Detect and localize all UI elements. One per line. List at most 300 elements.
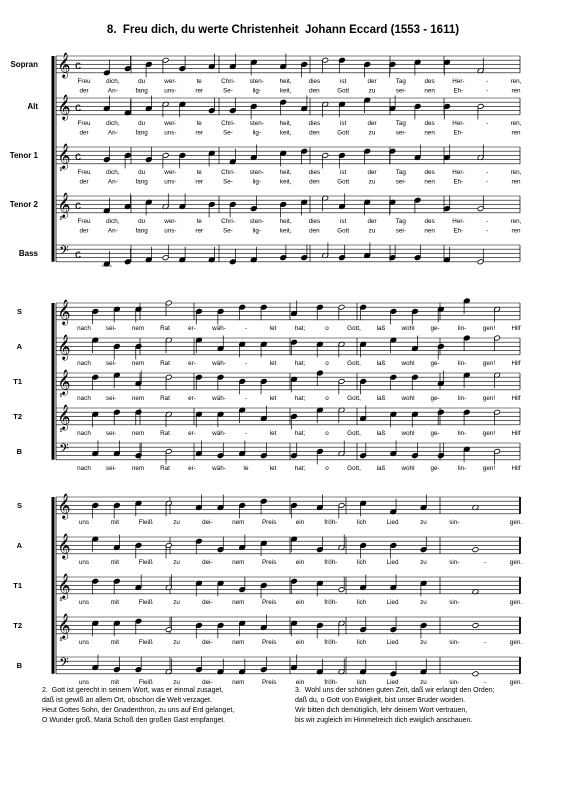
lyric-syllable: zu (173, 558, 180, 566)
lyric-syllable: lin- (457, 429, 467, 437)
voice-label: S (16, 307, 22, 316)
lyric-syllable: keit, (279, 227, 292, 235)
lyric-syllable: Preis (261, 598, 277, 606)
lyric-syllable: dei- (202, 558, 213, 566)
treble-clef-icon: 𝄞 (57, 143, 71, 168)
lyric-syllable: - (486, 87, 489, 95)
lyric-syllable: uns (78, 558, 90, 566)
lyric-syllable: mit (110, 678, 120, 686)
lyric-syllable: mit (110, 598, 120, 606)
lyric-syllable: mit (110, 638, 120, 646)
lyric-syllable: An- (107, 129, 118, 137)
lyric-syllable: heit, (279, 77, 292, 85)
lyric-syllable: uns (78, 598, 90, 606)
lyric-syllable: wäh- (212, 324, 226, 332)
lyric-syllable: zu (173, 518, 180, 526)
lyric-syllable: keit, (279, 129, 292, 137)
lyric-syllable: heit, (279, 217, 292, 225)
lyric-syllable: Eh- (453, 129, 464, 137)
lyric-syllable: let (269, 324, 277, 332)
lyric-syllable: let (269, 429, 277, 437)
treble-clef-icon: 𝄞 (57, 52, 71, 77)
lyric-syllable: Rat (160, 359, 170, 367)
lyric-syllable: zu (420, 638, 427, 646)
lyric-syllable: mit (110, 558, 120, 566)
treble-clef-icon: 𝄞 (57, 369, 71, 394)
lyric-syllable: der (367, 119, 377, 127)
lyric-syllable: uns- (164, 227, 177, 235)
lyric-syllable: mit (110, 518, 120, 526)
lyric-syllable: sin- (449, 558, 460, 566)
voice-label: A (16, 342, 22, 351)
lyric-syllable: der (79, 129, 89, 137)
note (472, 622, 479, 628)
lyric-syllable: des (424, 168, 435, 176)
lyric-syllable: gen! (482, 324, 496, 332)
lyric-syllable: Lied (386, 678, 399, 686)
lyric-syllable: Tag (395, 119, 406, 127)
lyric-syllable: o (325, 359, 329, 367)
lyric-syllable: wohl (401, 359, 415, 367)
hymn-number: 8. (106, 24, 117, 36)
octave-mark-icon: 8 (59, 637, 63, 643)
verse-2 (42, 686, 292, 726)
staff-3-1 (17, 493, 522, 526)
voice-label: T1 (13, 581, 22, 590)
lyric-syllable: o (325, 429, 329, 437)
lyric-syllable: Gott, (347, 464, 361, 472)
verse-2-line-2: daß ist gewiß an allem Ort, obschon die Welt verzaget. (42, 697, 212, 704)
lyric-syllable: Eh- (453, 87, 464, 95)
lyric-syllable: Hilf (511, 324, 521, 332)
octave-mark-icon: 8 (59, 428, 63, 434)
lyric-syllable: nem (232, 638, 245, 646)
lyric-syllable: - (486, 77, 489, 85)
lyric-syllable: Chri- (221, 217, 235, 225)
lyric-syllable: Tag (395, 217, 406, 225)
lyric-syllable: ein (295, 558, 305, 566)
lyric-syllable: der (367, 217, 377, 225)
lyric-syllable: rer (195, 87, 204, 95)
lyric-syllable: zu (173, 678, 180, 686)
octave-mark-icon: 8 (59, 216, 63, 222)
lyric-syllable: ein (295, 518, 305, 526)
voice-label: T1 (13, 377, 22, 386)
staff-1-2 (27, 94, 521, 136)
lyric-syllable: sei- (105, 324, 117, 332)
lyric-syllable: wohl (401, 324, 415, 332)
lyric-syllable: zu (420, 678, 427, 686)
staff-1-4 (10, 192, 522, 234)
voice-label: T2 (13, 621, 22, 630)
lyric-syllable: - (486, 168, 489, 176)
lyric-syllable: zu (173, 638, 180, 646)
lyric-syllable: fröh- (324, 598, 338, 606)
lyric-syllable: Her- (452, 119, 465, 127)
lyric-syllable: Her- (452, 168, 465, 176)
lyric-syllable: des (424, 217, 435, 225)
voice-label: Sopran (10, 60, 38, 69)
staff-2-1 (17, 298, 521, 332)
lyric-syllable: gen! (482, 359, 496, 367)
lyric-syllable: zu (420, 598, 427, 606)
lyric-syllable: zu (368, 178, 376, 186)
lyric-syllable: zu (420, 518, 427, 526)
lyric-syllable: dich, (106, 77, 120, 85)
common-time-icon: c (75, 198, 81, 212)
lyric-syllable: - (486, 178, 489, 186)
lyric-syllable: er- (188, 359, 196, 367)
verse-2-line-1: 2. Gott ist gerecht in seinem Wort, was er einmal zusaget, (42, 687, 224, 694)
lyric-syllable: ren, (510, 77, 522, 85)
lyric-syllable: Tag (395, 77, 406, 85)
verse-3 (295, 686, 545, 726)
lyric-syllable: du (138, 168, 146, 176)
lyric-syllable: Freu (77, 168, 91, 176)
lyric-syllable: nem (232, 678, 245, 686)
lyric-syllable: let (269, 359, 277, 367)
lyric-syllable: An- (107, 227, 118, 235)
lyric-syllable: wäh- (212, 359, 226, 367)
lyric-syllable: wer- (164, 168, 177, 176)
voice-label: S (16, 501, 22, 510)
lyric-syllable: lig- (252, 178, 262, 186)
lyric-syllable: ren, (510, 168, 522, 176)
lyric-syllable: nach (77, 394, 91, 402)
bass-clef-icon: 𝄢 (59, 656, 69, 673)
lyric-syllable: ren, (510, 119, 522, 127)
lyric-syllable: zu (368, 227, 376, 235)
lyric-syllable: Chri- (221, 168, 235, 176)
lyric-syllable: ein (295, 598, 305, 606)
lyric-syllable: uns- (164, 129, 177, 137)
voice-label: T2 (13, 412, 22, 421)
common-time-icon: c (75, 58, 81, 72)
lyric-syllable: fröh- (324, 638, 338, 646)
lyric-syllable: sten- (249, 119, 264, 127)
lyric-syllable: Fleiß (138, 678, 153, 686)
lyric-syllable: dei- (202, 638, 213, 646)
lyric-syllable: dich, (106, 217, 120, 225)
lyric-syllable: ge- (430, 359, 440, 367)
lyric-syllable: laß (376, 429, 386, 437)
lyric-syllable: nach (77, 324, 91, 332)
lyric-syllable: wäh- (212, 394, 226, 402)
lyric-syllable: Se- (223, 87, 233, 95)
system-1 (10, 52, 522, 267)
voice-label: B (16, 661, 22, 670)
lyric-syllable: du (138, 77, 146, 85)
lyric-syllable: ren (511, 129, 521, 137)
lyric-syllable: lich (356, 598, 367, 606)
lyric-syllable: sei- (395, 178, 406, 186)
lyric-syllable: Lied (386, 518, 399, 526)
lyric-syllable: Hilf (511, 429, 521, 437)
lyric-syllable: Rat (160, 394, 170, 402)
lyric-syllable: sin- (449, 598, 460, 606)
lyric-syllable: hat; (294, 429, 306, 437)
lyric-syllable: der (79, 87, 89, 95)
lyric-syllable: fröh- (324, 678, 338, 686)
lyric-syllable: Freu (77, 217, 91, 225)
lyric-syllable: Rat (160, 324, 170, 332)
lyric-syllable: fang (135, 178, 148, 186)
lyric-syllable: uns (78, 678, 90, 686)
lyric-syllable: hat; (294, 324, 306, 332)
lyric-syllable: Hilf (511, 394, 521, 402)
lyric-syllable: Se- (223, 129, 233, 137)
lyric-syllable: ge- (430, 324, 440, 332)
verse-2-line-4: O Wunder groß, Mariä Schoß den großen Gast empfanget. (42, 717, 226, 724)
lyric-syllable: Hilf (511, 359, 521, 367)
lyric-syllable: Eh- (453, 178, 464, 186)
treble-clef-icon: 𝄞 (57, 493, 71, 518)
treble-clef-icon: 𝄞 (57, 533, 71, 558)
note (472, 547, 479, 553)
lyric-syllable: ein (295, 638, 305, 646)
lyric-syllable: nem (131, 359, 145, 367)
lyric-syllable: den (309, 87, 320, 95)
lyric-syllable: heit, (279, 168, 292, 176)
lyric-syllable: ge- (430, 464, 440, 472)
lyric-syllable: der (367, 168, 377, 176)
verse-2-line-3: Heut Gottes Sohn, der Gnadenthron, zu uns auf Erd gelanget, (42, 707, 235, 714)
lyric-syllable: ist (340, 217, 347, 225)
lyric-syllable: den (309, 129, 320, 137)
lyric-syllable: Eh- (453, 227, 464, 235)
lyric-syllable: gen! (482, 464, 496, 472)
lyric-syllable: sin- (449, 518, 460, 526)
voice-label: Tenor 1 (9, 151, 38, 160)
lyric-syllable: te (196, 119, 202, 127)
staff-3-2 (17, 533, 523, 566)
lyric-syllable: Gott, (347, 324, 361, 332)
lyric-syllable: den (309, 178, 320, 186)
voice-label: Tenor 2 (9, 200, 38, 209)
octave-mark-icon: 8 (59, 393, 63, 399)
lyric-syllable: - (244, 324, 248, 332)
lyric-syllable: sten- (249, 217, 264, 225)
lyric-syllable: wäh- (212, 429, 226, 437)
lyric-syllable: te (196, 217, 202, 225)
lyric-syllable: Freu (77, 119, 91, 127)
lyric-syllable: Hilf (511, 464, 521, 472)
lyric-syllable: Lied (386, 638, 399, 646)
lyric-syllable: let (269, 394, 277, 402)
staff-3-3 (13, 573, 522, 606)
lyric-syllable: wäh- (212, 464, 226, 472)
common-time-icon: c (75, 100, 81, 114)
lyric-syllable: dich, (106, 168, 120, 176)
lyric-syllable: rer (195, 178, 204, 186)
lyric-syllable: der (79, 178, 89, 186)
lyric-syllable: - (486, 119, 489, 127)
lyric-syllable: o (325, 394, 329, 402)
lyric-syllable: Fleiß (138, 518, 153, 526)
lyric-syllable: Fleiß (138, 598, 153, 606)
lyric-syllable: Chri- (221, 77, 235, 85)
lyric-syllable: keit, (279, 87, 292, 95)
voice-label: Alt (27, 102, 38, 111)
lyric-syllable: des (424, 77, 435, 85)
lyric-syllable: lich (356, 558, 367, 566)
lyric-syllable: der (79, 227, 89, 235)
lyric-syllable: dies (308, 119, 321, 127)
lyric-syllable: du (138, 217, 146, 225)
lyric-syllable: uns- (164, 178, 177, 186)
lyric-syllable: Lied (386, 558, 399, 566)
lyric-syllable: zu (420, 558, 427, 566)
lyric-syllable: gen! (482, 394, 496, 402)
lyric-syllable: gen. (509, 518, 523, 526)
bass-clef-icon: 𝄢 (59, 442, 69, 459)
lyric-syllable: Preis (261, 518, 277, 526)
lyric-syllable: Rat (160, 464, 170, 472)
lyric-syllable: ren (511, 227, 521, 235)
voice-label: A (16, 541, 22, 550)
lyric-syllable: let (269, 464, 277, 472)
lyric-syllable: Gott (337, 87, 350, 95)
lyric-syllable: te (196, 77, 202, 85)
lyric-syllable: Her- (452, 217, 465, 225)
lyric-syllable: laß (376, 324, 386, 332)
lyric-syllable: nem (131, 464, 145, 472)
lyric-syllable: er- (188, 464, 196, 472)
lyric-syllable: nen (424, 178, 435, 186)
lyric-syllable: nen (424, 129, 435, 137)
lyric-syllable: An- (107, 87, 118, 95)
staff-1-1 (10, 52, 521, 94)
lyric-syllable: ren, (510, 217, 522, 225)
lyric-syllable: An- (107, 178, 118, 186)
lyric-syllable: laß (376, 464, 386, 472)
staff-2-2 (17, 334, 521, 367)
treble-clef-icon: 𝄞 (57, 94, 71, 119)
lyric-syllable: gen! (482, 429, 496, 437)
lyric-syllable: Chri- (221, 119, 235, 127)
lyric-syllable: sei- (395, 129, 406, 137)
lyric-syllable: dies (308, 77, 321, 85)
lyric-syllable: ge- (430, 394, 440, 402)
staff-2-3 (13, 369, 521, 402)
lyric-syllable: gen. (509, 678, 523, 686)
lyric-syllable: ren (511, 87, 521, 95)
common-time-icon: c (75, 149, 81, 163)
lyric-syllable: dich, (106, 119, 120, 127)
lyric-syllable: dies (308, 217, 321, 225)
lyric-syllable: laß (376, 394, 386, 402)
verse-2-number: 2. (42, 687, 48, 694)
lyric-syllable: wohl (401, 394, 415, 402)
lyric-syllable: uns (78, 518, 90, 526)
lyric-syllable: Gott, (347, 429, 361, 437)
lyric-syllable: fang (135, 227, 148, 235)
lyric-syllable: Gott (337, 129, 350, 137)
lyric-syllable: lin- (457, 394, 467, 402)
lyric-syllable: Se- (223, 178, 233, 186)
lyric-syllable: wer- (164, 119, 177, 127)
lyric-syllable: lin- (457, 359, 467, 367)
lyric-syllable: gen. (509, 558, 523, 566)
verse-3-line-1: 3. Wohl uns der schönen guten Zeit, daß wir erlangt den Orden; (295, 687, 495, 694)
hymn-title: Freu dich, du werte Christenheit (122, 24, 299, 36)
lyric-syllable: du (138, 119, 146, 127)
lyric-syllable: Fleiß (138, 638, 153, 646)
lyric-syllable: er- (188, 394, 196, 402)
lyric-syllable: gen. (509, 598, 523, 606)
treble-clef-icon: 𝄞 (57, 613, 71, 638)
lyric-syllable: sei- (105, 464, 117, 472)
staff-1-5 (19, 243, 520, 267)
lyric-syllable: lin- (457, 464, 467, 472)
lyric-syllable: - (244, 394, 248, 402)
bass-clef-icon: 𝄢 (59, 244, 69, 261)
lyric-syllable: der (367, 77, 377, 85)
lyric-syllable: keit, (279, 178, 292, 186)
lyric-syllable: Fleiß (138, 558, 153, 566)
lyric-syllable: Gott (337, 178, 350, 186)
lyric-syllable: lig- (252, 87, 262, 95)
lyric-syllable: ist (340, 77, 347, 85)
lyric-syllable: - (484, 678, 487, 686)
lyric-syllable: lich (356, 678, 367, 686)
lyric-syllable: - (484, 638, 487, 646)
lyric-syllable: Tag (395, 168, 406, 176)
staff-3-4 (13, 613, 522, 646)
lyric-syllable: dei- (202, 598, 213, 606)
lyric-syllable: zu (368, 87, 376, 95)
lyric-syllable: sei- (105, 359, 117, 367)
lyric-syllable: lig- (252, 129, 262, 137)
lyric-syllable: Se- (223, 227, 233, 235)
lyric-syllable: wer- (164, 77, 177, 85)
treble-clef-icon: 𝄞 (57, 334, 71, 359)
lyric-syllable: Preis (261, 558, 277, 566)
lyric-syllable: sei- (395, 87, 406, 95)
lyric-syllable: sin- (449, 678, 460, 686)
lyric-syllable: nem (232, 558, 245, 566)
verse-3-line-3: Wir bitten dich demütiglich, lehr deinem Wort vertrauen, (295, 707, 468, 714)
lyric-syllable: laß (376, 359, 386, 367)
system-2 (13, 298, 521, 472)
lyric-syllable: Freu (77, 77, 91, 85)
lyric-syllable: zu (173, 598, 180, 606)
lyric-syllable: dei- (202, 518, 213, 526)
lyric-syllable: rer (195, 227, 204, 235)
lyric-syllable: lig- (252, 227, 262, 235)
lyric-syllable: te (196, 168, 202, 176)
lyric-syllable: Rat (160, 429, 170, 437)
lyric-syllable: Gott (337, 227, 350, 235)
lyric-syllable: den (309, 227, 320, 235)
lyric-syllable: lich (356, 638, 367, 646)
voice-label: Bass (18, 249, 38, 258)
verse-3-line-4: bis wir zugleich im Himmelreich dich ewiglich anschauen. (295, 717, 473, 724)
lyric-syllable: - (244, 429, 248, 437)
lyric-syllable: rer (195, 129, 204, 137)
lyric-syllable: dies (308, 168, 321, 176)
lyric-syllable: Preis (261, 678, 277, 686)
lyric-syllable: hat; (294, 394, 306, 402)
lyric-syllable: ein (295, 678, 305, 686)
treble-clef-icon: 𝄞 (57, 404, 71, 429)
lyric-syllable: ren (511, 178, 521, 186)
composer: Johann Eccard (1553 - 1611) (305, 24, 460, 36)
lyric-syllable: Preis (261, 638, 277, 646)
lyric-syllable: Lied (386, 598, 399, 606)
lyric-syllable: wohl (401, 429, 415, 437)
staff-1-3 (10, 143, 522, 185)
